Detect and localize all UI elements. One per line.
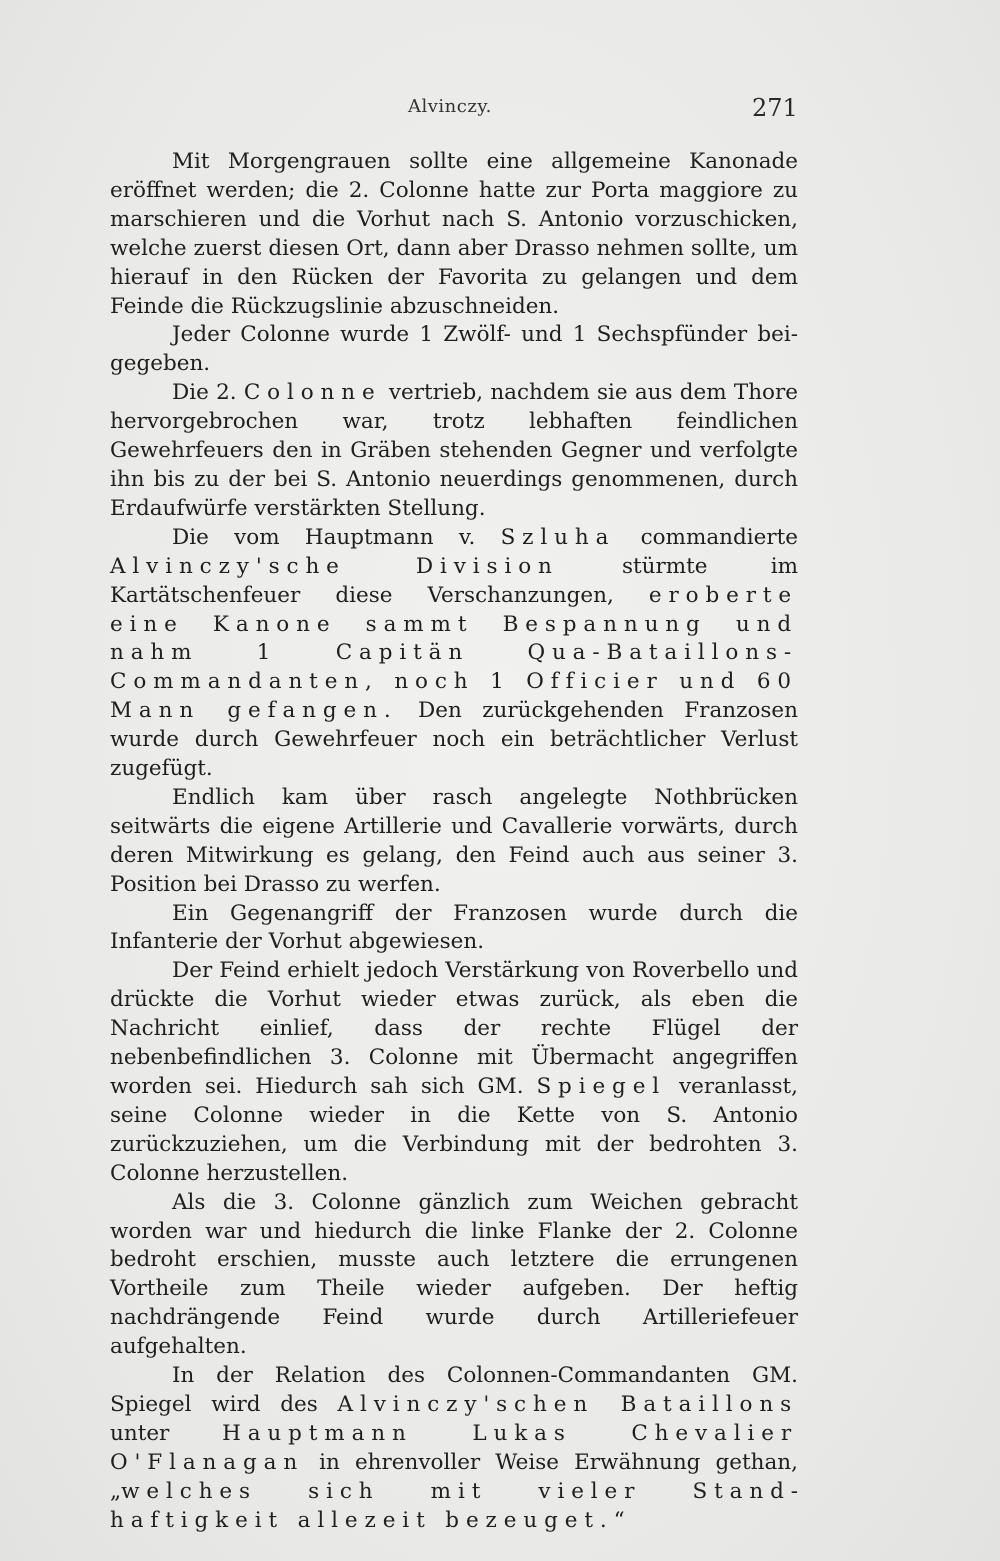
text-run: Der Feind erhielt jedoch Verstärkung von Roverbello und drückte die Vorhut wieder etwas zurück, als eben die Nachricht einlief, dass der rechte Flügel der nebenbefindlichen 3. Colonne mit Übermacht angegriffen worden sei. Hiedurch sah sich GM. <box>110 958 798 1099</box>
page-number: 271 <box>752 94 798 122</box>
text-run: stürmte im Kartätschenfeuer diese Verschanzungen, <box>110 553 799 608</box>
paragraph <box>110 379 798 524</box>
text-run: In der Relation des Colonnen-Commandanten GM. Spiegel wird des <box>110 1363 798 1417</box>
paragraph <box>110 1189 798 1362</box>
text-run: in ehrenvoller Weise Erwähnung gethan, „ <box>110 1449 798 1504</box>
spaced-emphasis-text: Alvinczy'schen Bataillons <box>337 1391 798 1417</box>
text-run: Die vom Hauptmann v. <box>172 524 501 550</box>
paragraph <box>110 321 798 379</box>
paragraph <box>110 957 798 1188</box>
text-run: “ <box>613 1507 625 1533</box>
text-run: commandierte <box>615 524 798 550</box>
text-run: Endlich kam über rasch angelegte Nothbrücken seitwärts die eigene Artillerie und Cavallerie vorwärts, durch deren Mitwirkung es gelang, den Feind auch aus seiner 3. Position bei Drasso zu werfen. <box>110 784 798 897</box>
text-run: Mit Morgengrauen sollte eine allgemeine Kanonade eröffnet werden; die 2. Colonne hatte zur Porta maggiore zu marschieren und die Vorhut nach S. Antonio vorzuschicken, welche zuerst diesen Ort, dann aber Drasso nehmen sollte, um hierauf in den Rücken der Favorita zu gelangen und dem Feinde die Rückzugslinie abzuschneiden. <box>110 149 798 319</box>
text-run: veranlasst, seine Colonne wieder in die Kette von S. Antonio zurückzuziehen, um die Verbindung mit der bedrohten 3. Colonne herzustellen. <box>110 1074 799 1186</box>
spaced-emphasis-text: Colonne <box>243 380 382 406</box>
text-run: Ein Gegenangriff der Franzosen wurde durch die Infanterie der Vorhut abgewiesen. <box>110 900 798 955</box>
paragraph <box>110 148 798 321</box>
spaced-emphasis-text: Alvinczy'sche Division <box>110 553 559 579</box>
spaced-emphasis-text: Spiegel <box>536 1074 667 1099</box>
body-text <box>110 148 798 1536</box>
paragraph <box>110 524 798 784</box>
text-run: vertrieb, nachdem sie aus dem Thore hervorgebrochen war, trotz lebhaften feindlichen Gewehrfeuers den in Gräben stehenden Gegner und verfolgte ihn bis zu der bei S. Antonio neuerdings genommenen, durch Erdaufwürfe verstärkten Stellung. <box>110 380 798 521</box>
text-run: unter <box>110 1420 223 1446</box>
paragraph <box>110 1362 798 1535</box>
running-head: Alvinczy. <box>408 96 492 117</box>
text-run: Als die 3. Colonne gänzlich zum Weichen gebracht worden war und hiedurch die linke Flanke der 2. Colonne bedroht erschien, musste auch letztere die errungenen Vortheile zum Theile wieder aufgeben. Der heftig nachdrängende Feind wurde durch Artilleriefeuer aufgehalten. <box>110 1189 798 1360</box>
spaced-emphasis-text: eroberte eine Kanone sammt Bespannung und nahm 1 Capitän Qua-Bataillons-Commandanten, noch 1 Officier und 60 Mann gefangen. <box>110 582 798 724</box>
text-run: Die 2. <box>172 380 244 406</box>
paragraph <box>110 784 798 900</box>
text-run: Jeder Colonne wurde 1 Zwölf- und 1 Sechspfünder beigegeben. <box>110 322 798 377</box>
paragraph <box>110 900 798 958</box>
spaced-emphasis-text: welches sich mit vieler Standhaftigkeit allezeit bezeuget. <box>110 1478 798 1533</box>
spaced-emphasis-text: Szluha <box>500 524 616 550</box>
spaced-emphasis-text: Hauptmann Lukas Chevalier O'Flanagan <box>110 1420 798 1475</box>
text-run: Den zurückgehenden Franzosen wurde durch Gewehrfeuer noch ein beträchtlicher Verlust zugefügt. <box>110 698 798 782</box>
